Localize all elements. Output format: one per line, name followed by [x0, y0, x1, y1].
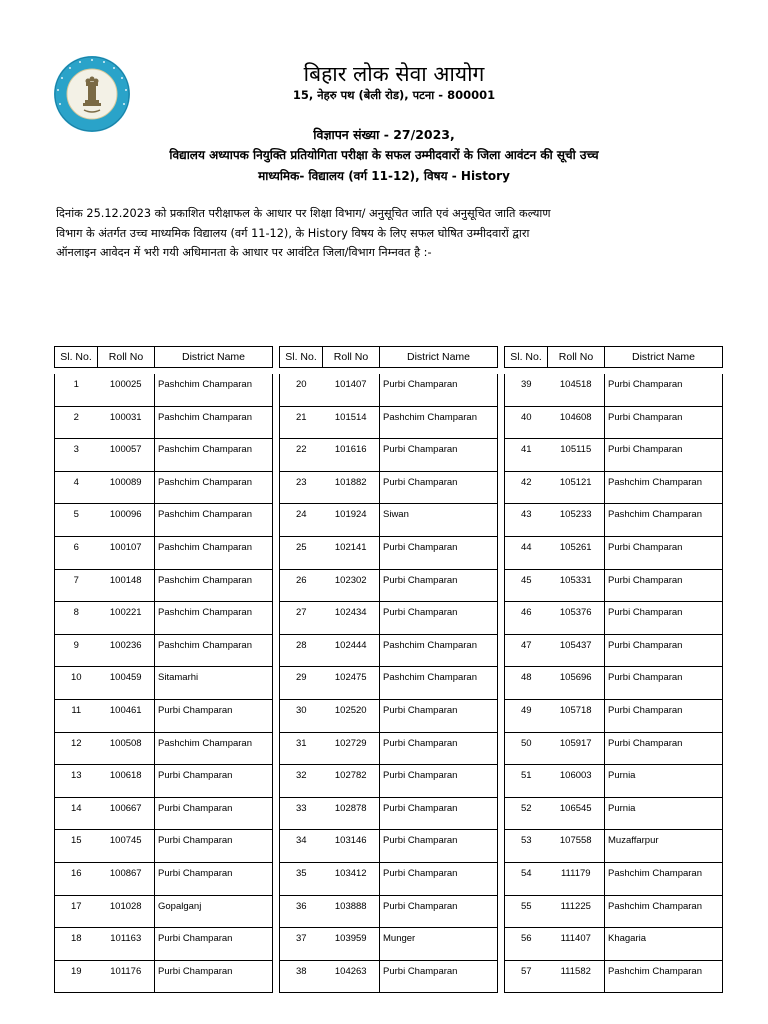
table-row	[280, 960, 498, 993]
table-row	[280, 667, 498, 700]
notice-title	[90, 145, 678, 187]
cell-district-name: Purbi Champaran	[155, 699, 273, 732]
cell-district-name: Purbi Champaran	[380, 862, 498, 895]
table-row	[55, 504, 273, 537]
cell-district-name: Purbi Champaran	[155, 960, 273, 993]
cell-sl-no: 30	[280, 699, 323, 732]
cell-roll-no: 102434	[323, 602, 380, 635]
cell-roll-no: 106003	[548, 765, 605, 798]
cell-roll-no: 100459	[98, 667, 155, 700]
cell-district-name: Purbi Champaran	[605, 439, 723, 472]
cell-district-name: Purbi Champaran	[605, 634, 723, 667]
cell-sl-no: 23	[280, 471, 323, 504]
cell-district-name: Pashchim Champaran	[155, 471, 273, 504]
cell-roll-no: 100461	[98, 699, 155, 732]
intro-line-1: दिनांक 25.12.2023 को प्रकाशित परीक्षाफल के आधार पर शिक्षा विभाग/ अनुसूचित जाति एवं अनुसूचित जाति कल्याण	[56, 207, 551, 220]
organization-name: बिहार लोक सेवा आयोग	[303, 62, 485, 86]
cell-district-name: Purbi Champaran	[605, 569, 723, 602]
cell-sl-no: 6	[55, 536, 98, 569]
table-row	[280, 699, 498, 732]
cell-roll-no: 105331	[548, 569, 605, 602]
cell-district-name: Purbi Champaran	[380, 960, 498, 993]
header-sl-no: Sl. No.	[55, 347, 98, 368]
cell-sl-no: 7	[55, 569, 98, 602]
table-row	[55, 667, 273, 700]
header-roll-no: Roll No	[548, 347, 605, 368]
table-row	[55, 797, 273, 830]
cell-sl-no: 53	[505, 830, 548, 863]
header-sl-no: Sl. No.	[505, 347, 548, 368]
cell-district-name: Pashchim Champaran	[155, 732, 273, 765]
allocation-table-3	[504, 346, 723, 993]
table-row	[55, 895, 273, 928]
table-row	[55, 960, 273, 993]
cell-district-name: Pashchim Champaran	[605, 960, 723, 993]
cell-district-name: Purbi Champaran	[380, 569, 498, 602]
cell-sl-no: 51	[505, 765, 548, 798]
table-row	[505, 830, 723, 863]
cell-district-name: Purbi Champaran	[380, 895, 498, 928]
cell-roll-no: 111179	[548, 862, 605, 895]
table-header-row	[505, 347, 723, 368]
cell-sl-no: 45	[505, 569, 548, 602]
table-row	[280, 732, 498, 765]
organization-address: 15, नेहरु पथ (बेली रोड), पटना - 800001	[292, 88, 496, 102]
cell-roll-no: 105261	[548, 536, 605, 569]
cell-district-name: Pashchim Champaran	[155, 634, 273, 667]
table-row	[505, 471, 723, 504]
intro-line-2: विभाग के अंतर्गत उच्च माध्यमिक विद्यालय (वर्ग 11-12), के History विषय के लिए सफल घोषित उम्मीदवारों द्वारा	[56, 226, 530, 240]
table-row	[280, 862, 498, 895]
cell-roll-no: 100031	[98, 406, 155, 439]
cell-district-name: Purbi Champaran	[155, 928, 273, 961]
cell-roll-no: 100221	[98, 602, 155, 635]
cell-district-name: Purbi Champaran	[605, 374, 723, 407]
cell-roll-no: 105437	[548, 634, 605, 667]
cell-district-name: Purbi Champaran	[380, 602, 498, 635]
cell-roll-no: 103888	[323, 895, 380, 928]
cell-sl-no: 40	[505, 406, 548, 439]
cell-sl-no: 3	[55, 439, 98, 472]
table-row	[505, 928, 723, 961]
cell-roll-no: 102782	[323, 765, 380, 798]
cell-district-name: Purbi Champaran	[380, 374, 498, 407]
cell-sl-no: 57	[505, 960, 548, 993]
cell-sl-no: 8	[55, 602, 98, 635]
cell-district-name: Pashchim Champaran	[605, 504, 723, 537]
cell-sl-no: 49	[505, 699, 548, 732]
cell-district-name: Purbi Champaran	[605, 732, 723, 765]
cell-district-name: Purbi Champaran	[605, 406, 723, 439]
cell-roll-no: 102878	[323, 797, 380, 830]
cell-roll-no: 103412	[323, 862, 380, 895]
cell-roll-no: 101924	[323, 504, 380, 537]
table-row	[505, 634, 723, 667]
table-row	[55, 699, 273, 732]
table-row	[280, 797, 498, 830]
cell-sl-no: 19	[55, 960, 98, 993]
intro-line-3: ऑनलाइन आवेदन में भरी गयी अधिमानता के आधार पर आवंटित जिला/विभाग निम्नवत है :-	[56, 246, 432, 259]
cell-district-name: Purbi Champaran	[380, 732, 498, 765]
cell-roll-no: 102302	[323, 569, 380, 602]
table-header-row	[280, 347, 498, 368]
cell-roll-no: 102729	[323, 732, 380, 765]
cell-sl-no: 5	[55, 504, 98, 537]
cell-roll-no: 100867	[98, 862, 155, 895]
header-district-name: District Name	[155, 347, 273, 368]
header-roll-no: Roll No	[323, 347, 380, 368]
cell-sl-no: 21	[280, 406, 323, 439]
cell-sl-no: 18	[55, 928, 98, 961]
notice-title-line-2: माध्यमिक- विद्यालय (वर्ग 11-12), विषय - History	[258, 169, 510, 183]
cell-roll-no: 100667	[98, 797, 155, 830]
cell-sl-no: 35	[280, 862, 323, 895]
table-row	[55, 862, 273, 895]
cell-roll-no: 101882	[323, 471, 380, 504]
table-row	[505, 374, 723, 407]
table-row	[55, 569, 273, 602]
cell-district-name: Purbi Champaran	[380, 471, 498, 504]
cell-sl-no: 10	[55, 667, 98, 700]
table-row	[280, 569, 498, 602]
cell-sl-no: 34	[280, 830, 323, 863]
table-row	[505, 960, 723, 993]
cell-roll-no: 103146	[323, 830, 380, 863]
cell-district-name: Pashchim Champaran	[380, 667, 498, 700]
cell-district-name: Pashchim Champaran	[380, 634, 498, 667]
table-row	[280, 765, 498, 798]
cell-district-name: Purbi Champaran	[155, 830, 273, 863]
cell-district-name: Siwan	[380, 504, 498, 537]
cell-roll-no: 100236	[98, 634, 155, 667]
allocation-table-1	[54, 346, 273, 993]
cell-roll-no: 104263	[323, 960, 380, 993]
cell-roll-no: 101028	[98, 895, 155, 928]
table-row	[280, 895, 498, 928]
cell-district-name: Gopalganj	[155, 895, 273, 928]
table-row	[505, 406, 723, 439]
cell-sl-no: 56	[505, 928, 548, 961]
cell-roll-no: 101616	[323, 439, 380, 472]
cell-sl-no: 2	[55, 406, 98, 439]
table-row	[505, 602, 723, 635]
table-row	[505, 504, 723, 537]
cell-district-name: Pashchim Champaran	[155, 374, 273, 407]
cell-district-name: Purnia	[605, 797, 723, 830]
cell-district-name: Muzaffarpur	[605, 830, 723, 863]
cell-roll-no: 105121	[548, 471, 605, 504]
table-row	[280, 536, 498, 569]
table-row	[55, 732, 273, 765]
cell-district-name: Purbi Champaran	[605, 699, 723, 732]
intro-paragraph	[56, 204, 616, 263]
cell-roll-no: 100148	[98, 569, 155, 602]
header-roll-no: Roll No	[98, 347, 155, 368]
cell-roll-no: 100107	[98, 536, 155, 569]
cell-roll-no: 103959	[323, 928, 380, 961]
cell-sl-no: 17	[55, 895, 98, 928]
table-row	[505, 895, 723, 928]
cell-roll-no: 104608	[548, 406, 605, 439]
cell-roll-no: 101176	[98, 960, 155, 993]
cell-sl-no: 26	[280, 569, 323, 602]
cell-sl-no: 43	[505, 504, 548, 537]
cell-sl-no: 28	[280, 634, 323, 667]
advertisement-number: विज्ञापन संख्या - 27/2023,	[313, 127, 455, 142]
table-row	[55, 602, 273, 635]
cell-district-name: Pashchim Champaran	[155, 504, 273, 537]
cell-district-name: Purbi Champaran	[380, 765, 498, 798]
cell-district-name: Pashchim Champaran	[605, 471, 723, 504]
table-row	[280, 439, 498, 472]
cell-sl-no: 50	[505, 732, 548, 765]
cell-roll-no: 107558	[548, 830, 605, 863]
table-row	[280, 830, 498, 863]
header-sl-no: Sl. No.	[280, 347, 323, 368]
table-row	[280, 471, 498, 504]
cell-district-name: Pashchim Champaran	[155, 536, 273, 569]
cell-sl-no: 55	[505, 895, 548, 928]
cell-sl-no: 16	[55, 862, 98, 895]
cell-roll-no: 100618	[98, 765, 155, 798]
cell-sl-no: 1	[55, 374, 98, 407]
cell-roll-no: 106545	[548, 797, 605, 830]
cell-district-name: Pashchim Champaran	[605, 895, 723, 928]
cell-sl-no: 20	[280, 374, 323, 407]
cell-sl-no: 42	[505, 471, 548, 504]
cell-sl-no: 47	[505, 634, 548, 667]
cell-district-name: Pashchim Champaran	[155, 439, 273, 472]
table-row	[55, 634, 273, 667]
cell-sl-no: 46	[505, 602, 548, 635]
table-row	[55, 928, 273, 961]
cell-district-name: Purnia	[605, 765, 723, 798]
cell-sl-no: 11	[55, 699, 98, 732]
cell-district-name: Khagaria	[605, 928, 723, 961]
cell-roll-no: 104518	[548, 374, 605, 407]
cell-sl-no: 54	[505, 862, 548, 895]
cell-district-name: Pashchim Champaran	[605, 862, 723, 895]
cell-roll-no: 105376	[548, 602, 605, 635]
cell-sl-no: 41	[505, 439, 548, 472]
cell-sl-no: 27	[280, 602, 323, 635]
table-row	[505, 536, 723, 569]
cell-sl-no: 36	[280, 895, 323, 928]
header-district-name: District Name	[605, 347, 723, 368]
cell-district-name: Pashchim Champaran	[380, 406, 498, 439]
table-row	[280, 504, 498, 537]
cell-sl-no: 13	[55, 765, 98, 798]
table-row	[280, 406, 498, 439]
cell-roll-no: 105115	[548, 439, 605, 472]
cell-sl-no: 48	[505, 667, 548, 700]
cell-roll-no: 100096	[98, 504, 155, 537]
cell-roll-no: 105718	[548, 699, 605, 732]
cell-roll-no: 100508	[98, 732, 155, 765]
cell-roll-no: 100057	[98, 439, 155, 472]
table-row	[280, 928, 498, 961]
cell-district-name: Purbi Champaran	[605, 667, 723, 700]
cell-sl-no: 24	[280, 504, 323, 537]
table-row	[55, 406, 273, 439]
cell-sl-no: 33	[280, 797, 323, 830]
cell-district-name: Munger	[380, 928, 498, 961]
cell-district-name: Purbi Champaran	[155, 862, 273, 895]
table-row	[505, 797, 723, 830]
cell-sl-no: 44	[505, 536, 548, 569]
cell-roll-no: 105233	[548, 504, 605, 537]
table-row	[505, 765, 723, 798]
cell-roll-no: 105917	[548, 732, 605, 765]
cell-district-name: Purbi Champaran	[155, 765, 273, 798]
cell-sl-no: 9	[55, 634, 98, 667]
cell-sl-no: 52	[505, 797, 548, 830]
cell-sl-no: 12	[55, 732, 98, 765]
table-row	[55, 439, 273, 472]
cell-district-name: Sitamarhi	[155, 667, 273, 700]
table-row	[505, 862, 723, 895]
cell-district-name: Pashchim Champaran	[155, 602, 273, 635]
table-row	[505, 699, 723, 732]
table-row	[55, 374, 273, 407]
cell-roll-no: 102444	[323, 634, 380, 667]
cell-district-name: Pashchim Champaran	[155, 569, 273, 602]
table-row	[55, 471, 273, 504]
table-row	[505, 732, 723, 765]
table-row	[55, 536, 273, 569]
table-row	[280, 374, 498, 407]
cell-district-name: Purbi Champaran	[605, 536, 723, 569]
cell-roll-no: 111582	[548, 960, 605, 993]
table-row	[505, 439, 723, 472]
cell-roll-no: 102520	[323, 699, 380, 732]
cell-sl-no: 37	[280, 928, 323, 961]
cell-district-name: Purbi Champaran	[380, 797, 498, 830]
table-header-row	[55, 347, 273, 368]
cell-sl-no: 14	[55, 797, 98, 830]
cell-sl-no: 31	[280, 732, 323, 765]
cell-sl-no: 29	[280, 667, 323, 700]
cell-roll-no: 111225	[548, 895, 605, 928]
cell-sl-no: 32	[280, 765, 323, 798]
cell-roll-no: 101514	[323, 406, 380, 439]
cell-sl-no: 4	[55, 471, 98, 504]
cell-roll-no: 100089	[98, 471, 155, 504]
cell-district-name: Purbi Champaran	[380, 830, 498, 863]
cell-roll-no: 102475	[323, 667, 380, 700]
cell-district-name: Purbi Champaran	[155, 797, 273, 830]
cell-district-name: Purbi Champaran	[605, 602, 723, 635]
cell-roll-no: 101407	[323, 374, 380, 407]
cell-sl-no: 38	[280, 960, 323, 993]
cell-district-name: Purbi Champaran	[380, 439, 498, 472]
cell-sl-no: 39	[505, 374, 548, 407]
cell-roll-no: 111407	[548, 928, 605, 961]
cell-sl-no: 25	[280, 536, 323, 569]
header-district-name: District Name	[380, 347, 498, 368]
cell-district-name: Pashchim Champaran	[155, 406, 273, 439]
notice-title-line-1: विद्यालय अध्यापक नियुक्ति प्रतियोगिता परीक्षा के सफल उम्मीदवारों के जिला आवंटन की सूची उच्च	[169, 148, 599, 162]
table-row	[280, 602, 498, 635]
cell-district-name: Purbi Champaran	[380, 536, 498, 569]
cell-sl-no: 22	[280, 439, 323, 472]
allocation-table-2	[279, 346, 498, 993]
table-row	[55, 830, 273, 863]
cell-sl-no: 15	[55, 830, 98, 863]
table-row	[505, 569, 723, 602]
cell-roll-no: 105696	[548, 667, 605, 700]
cell-roll-no: 102141	[323, 536, 380, 569]
cell-roll-no: 100025	[98, 374, 155, 407]
table-row	[505, 667, 723, 700]
cell-district-name: Purbi Champaran	[380, 699, 498, 732]
cell-roll-no: 101163	[98, 928, 155, 961]
table-row	[280, 634, 498, 667]
table-row	[55, 765, 273, 798]
cell-roll-no: 100745	[98, 830, 155, 863]
